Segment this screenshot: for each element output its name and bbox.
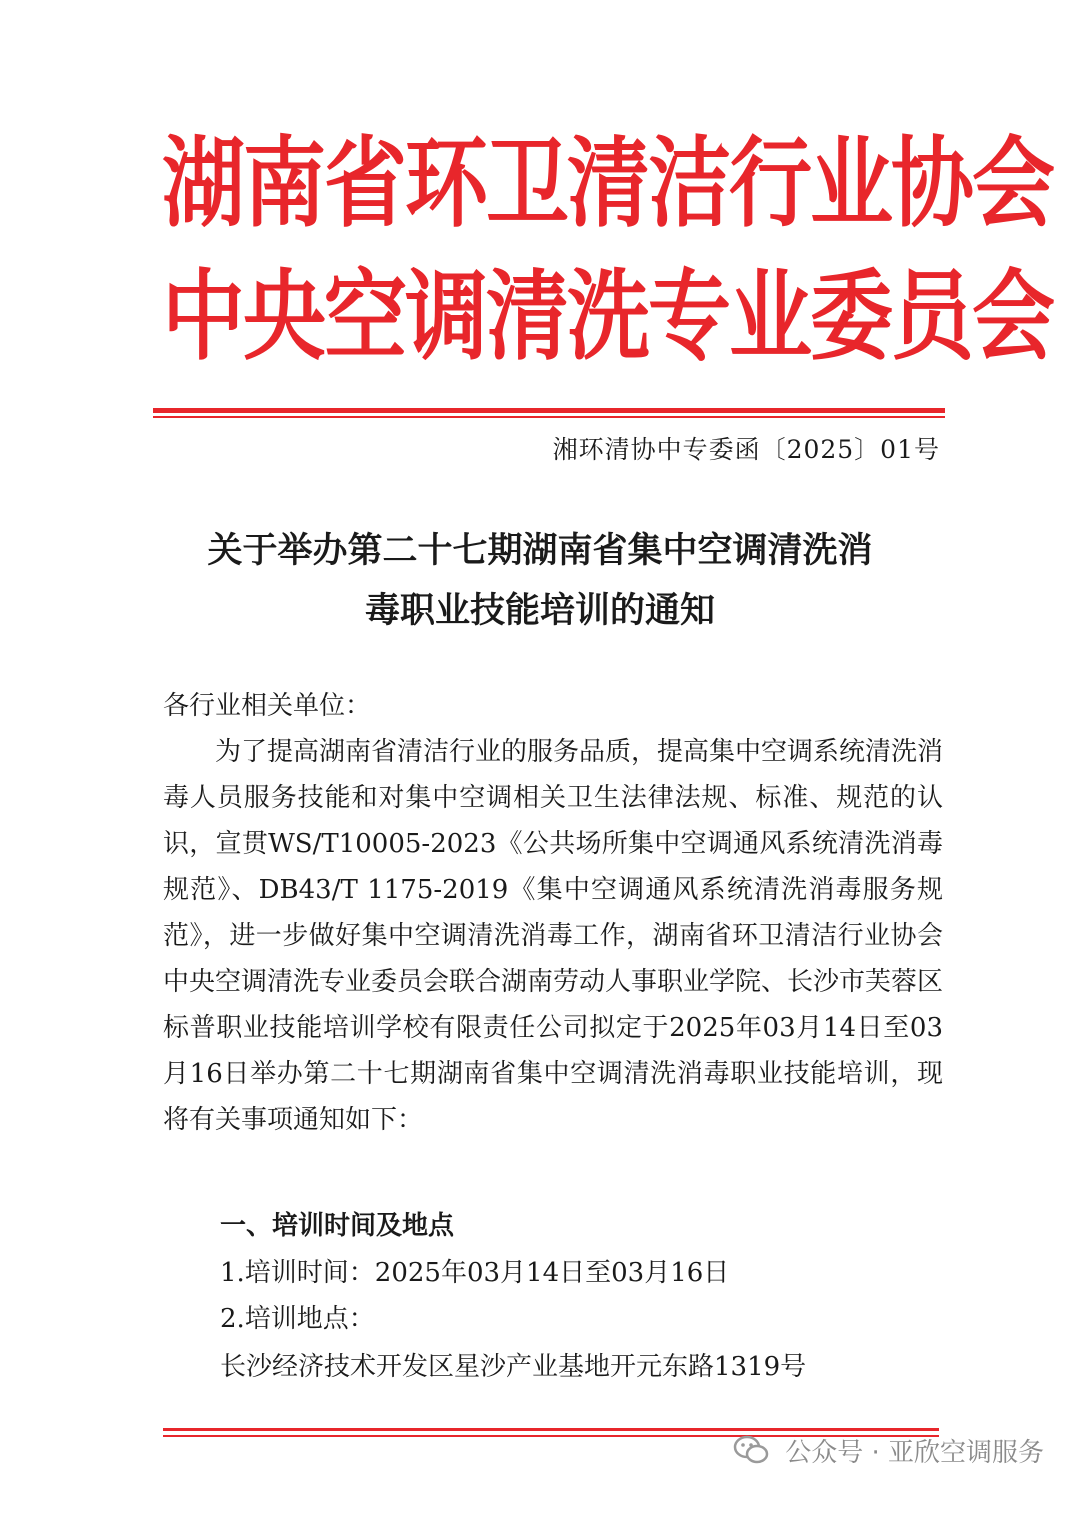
document-title-line1: 关于举办第二十七期湖南省集中空调清洗消 bbox=[207, 531, 873, 571]
intro-paragraph: 为了提高湖南省清洁行业的服务品质，提高集中空调系统清洗消毒人员服务技能和对集中空调相关卫生法律法规、标准、规范的认识，宣贯WS/T10005-2023《公共场所集中空调通风系统清洗消毒规范》、DB43/T 1175-2019《集中空调通风系统清洗消毒服务规范》，进一步做好集中空调清洗消毒工作，湖南省环卫清洁行业协会中央空调清洗专业委员会联合湖南劳动人事职业学院、长沙市芙蓉区标普职业技能培训学校有限责任公司拟定于2025年03月14日至03月16日举办第二十七期湖南省集中空调清洗消毒职业技能培训，现将有关事项通知如下： bbox=[163, 737, 944, 1135]
section-heading-time-location: 一、培训时间及地点 bbox=[220, 1211, 455, 1241]
org-name-line1: 湖南省环卫清洁行业协会 bbox=[162, 126, 1053, 241]
wechat-icon bbox=[733, 1435, 769, 1472]
document-body bbox=[163, 683, 943, 1143]
org-name-line2: 中央空调清洗专业委员会 bbox=[162, 259, 1053, 374]
footer-rule-top bbox=[163, 1428, 939, 1431]
watermark-text: 公众号 · 亚欣空调服务 bbox=[785, 1438, 1044, 1468]
wechat-watermark bbox=[733, 1432, 1044, 1472]
document-number: 湘环清协中专委函〔2025〕01号 bbox=[552, 435, 940, 464]
letterhead-rule-thick bbox=[153, 408, 945, 413]
salutation: 各行业相关单位： bbox=[163, 691, 372, 721]
document-title-line2: 毒职业技能培训的通知 bbox=[364, 591, 715, 631]
training-time: 1.培训时间：2025年03月14日至03月16日 bbox=[220, 1258, 730, 1288]
letterhead-rule-thin bbox=[153, 416, 945, 418]
training-address: 长沙经济技术开发区星沙产业基地开元东路1319号 bbox=[220, 1352, 807, 1382]
training-location-label: 2.培训地点： bbox=[220, 1304, 375, 1334]
